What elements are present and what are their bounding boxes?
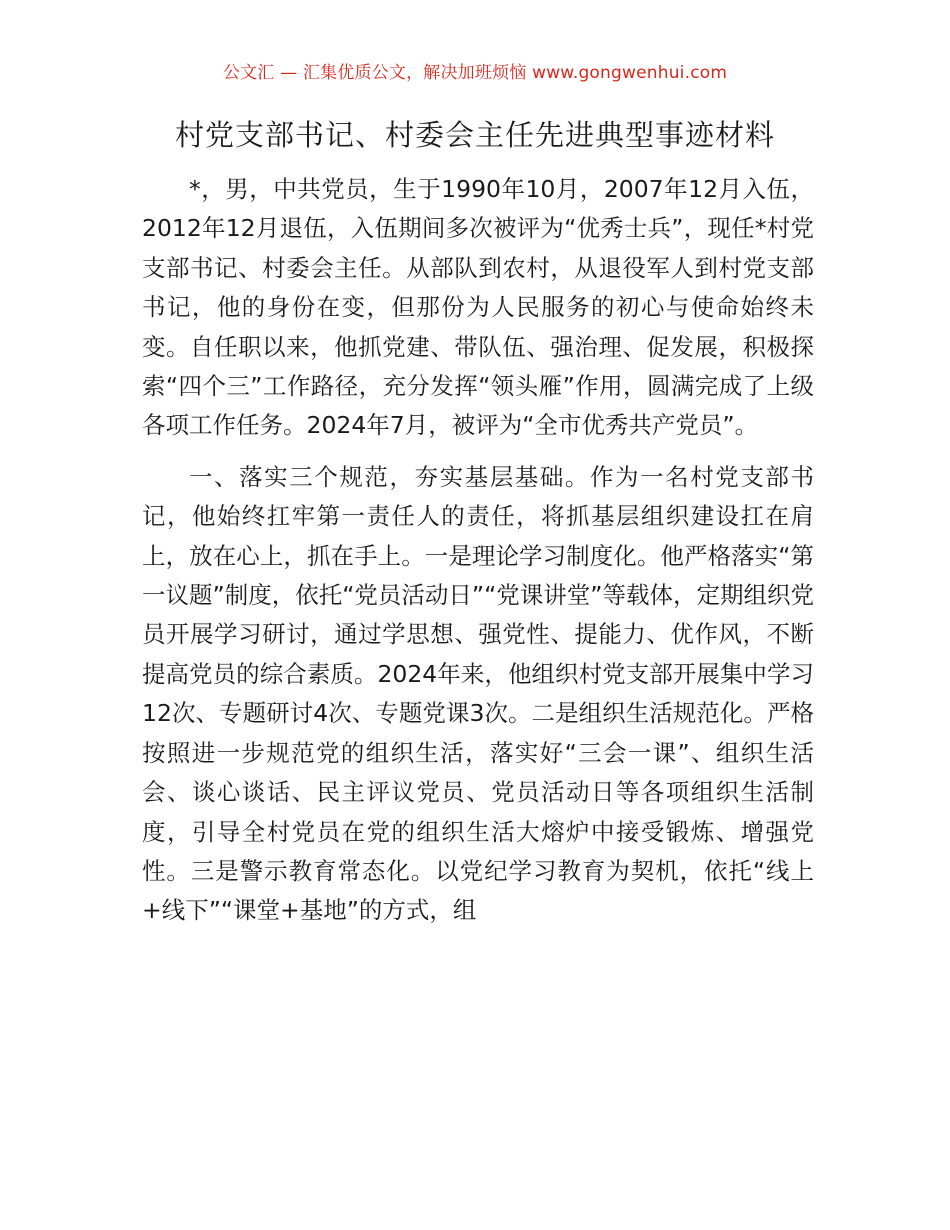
paragraph-section-one: 一、落实三个规范，夯实基层基础。作为一名村党支部书记，他始终扛牢第一责任人的责任，将抓基层组织建设扛在肩上，放在心上，抓在手上。一是理论学习制度化。他严格落实“第一议题”制度，依托“党员活动日”“党课讲堂”等载体，定期组织党员开展学习研讨，通过学思想、强党性、提能力、优作风，不断提高党员的综合素质。2024年来，他组织村党支部开展集中学习12次、专题研讨4次、专题党课3次。二是组织生活规范化。严格按照进一步规范党的组织生活，落实好“三会一课”、组织生活会、谈心谈话、民主评议党员、党员活动日等各项组织生活制度，引导全村党员在党的组织生活大熔炉中接受锻炼、增强党性。三是警示教育常态化。以党纪学习教育为契机，依托“线上+线下”“课堂+基地”的方式，组 bbox=[142, 462, 814, 925]
document-title: 村党支部书记、村委会主任先进典型事迹材料 bbox=[174, 118, 775, 152]
paragraph-intro: *，男，中共党员，生于1990年10月，2007年12月入伍，2012年12月退伍，入伍期间多次被评为“优秀士兵”，现任*村党支部书记、村委会主任。从部队到农村，从退役军人到村党支部书记，他的身份在变，但那份为人民服务的初心与使命始终未变。自任职以来，他抓党建、带队伍、强治理、促发展，积极探索“四个三”工作路径，充分发挥“领头雁”作用，圆满完成了上级各项工作任务。2024年7月，被评为“全市优秀共产党员”。 bbox=[142, 175, 814, 440]
header-banner: 公文汇 — 汇集优质公文，解决加班烦恼 www.gongwenhui.com bbox=[222, 63, 728, 83]
document-body bbox=[142, 170, 814, 931]
